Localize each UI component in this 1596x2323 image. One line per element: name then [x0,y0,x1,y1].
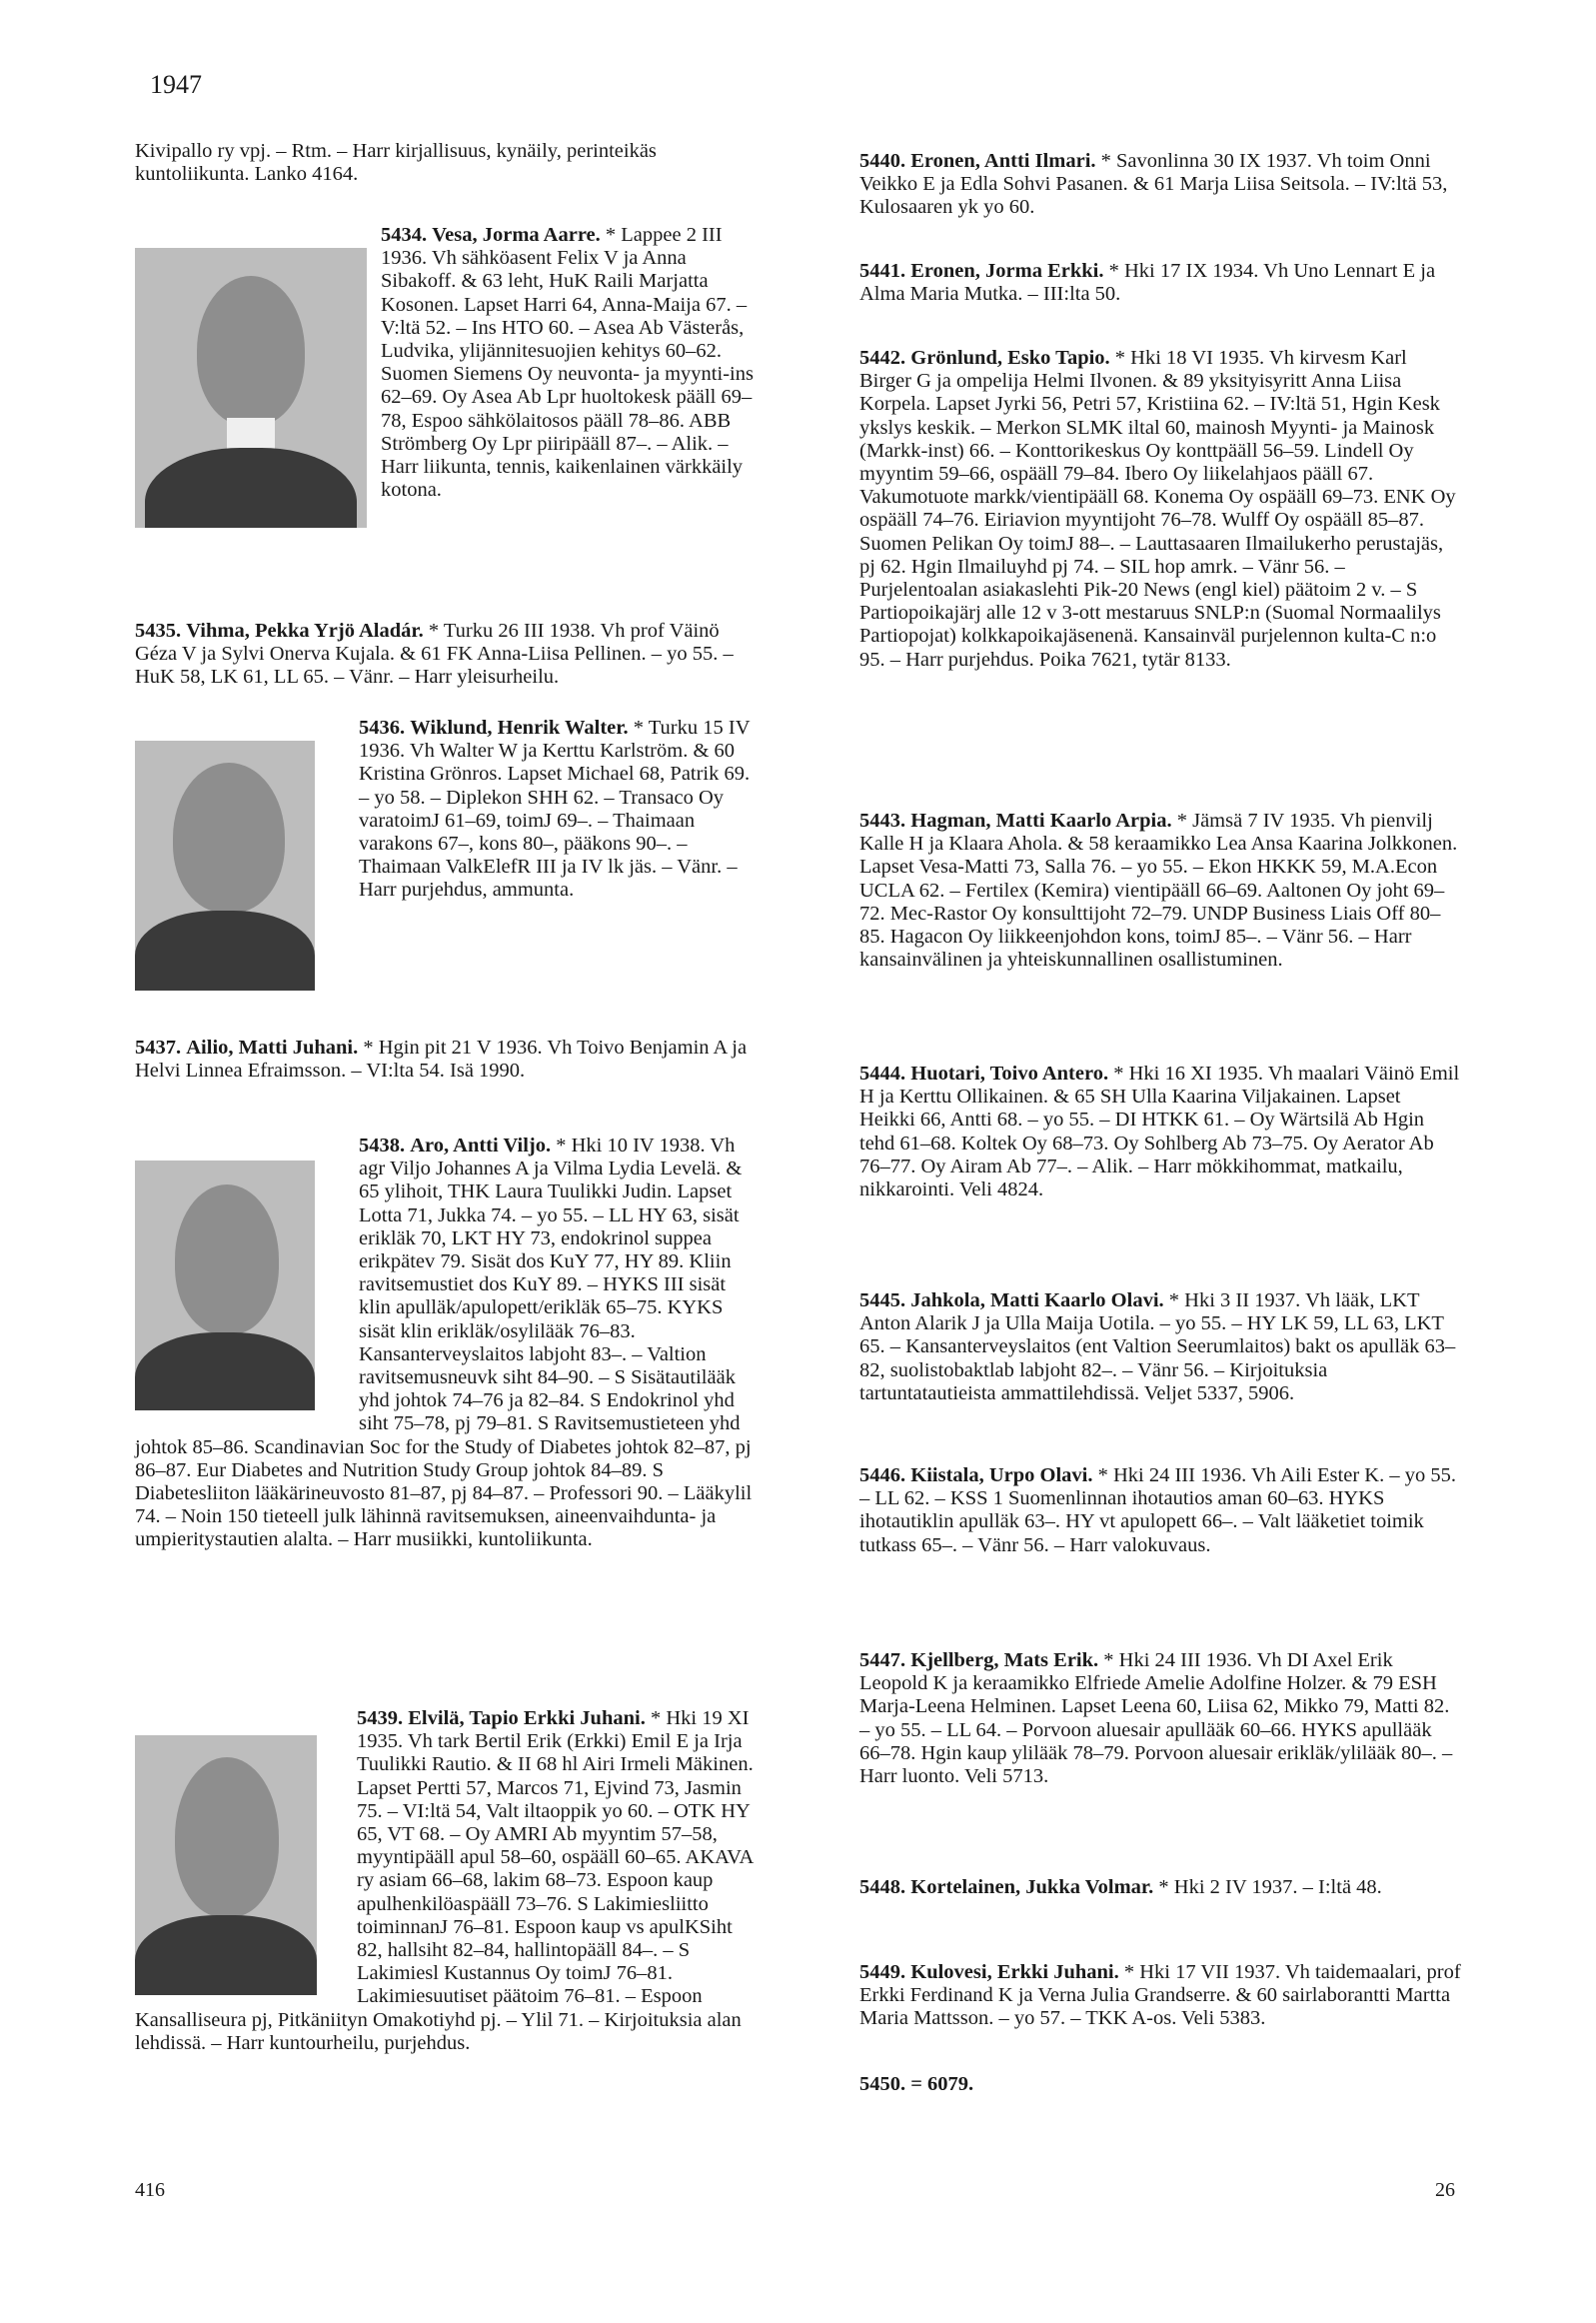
entry-name: Vesa, Jorma Aarre. [432,224,601,246]
entry-text: Kivipallo ry vpj. – Rtm. – Harr kirjallisuus, kynäily, perinteikäs kuntoliikunta. Lanko 4164. [135,140,657,186]
entry-text: * Hki 10 IV 1938. Vh agr Viljo Johannes A ja Vilma Lydia Levelä. & 65 ylihoit, THK Laura Tuulikki Judin. Lapset Lotta 71, Jukka 74. – yo 55. – LL HY 63, sisät erikläk 70, LKT HY 73, endokrinol suppea erikpätev 79. Sisät dos KuY 77, HY 89. Kliin ravitsemustiet dos KuY 89. – HYKS III sisät klin apulläk/apulopett/erikläk 65–75. KYKS sisät klin erikläk/osylilääk 76–83. Kansanterveyslaitos labjoht 83–. – Valtion ravitsemusneuvk siht 84–90. – S Sisätautilääk yhd johtok 74–76 ja 82–84. S Endokrinol yhd siht 75–78, pj 79–81. S Ravitsemustieteen yhd johtok 85–86. Scandinavian Soc for the Study of Diabetes johtok 82–87, pj 86–87. Eur Diabetes and Nutrition Study Group johtok 84–89. S Diabetesliiton lääkärineuvosto 81–87, pj 84–87. – Professori 90. – Lääkylil 74. – Noin 150 tieteell julk lähinnä ravitsemuksen, aineenvaihdunta- ja umpieritystautien alalta. – Harr musiikki, kuntoliikunta. [135,1135,753,1551]
entry-text: * Hki 2 IV 1937. – I:ltä 48. [1153,1876,1382,1898]
entry-number: 5446. [859,1464,906,1486]
entry-text: * Jämsä 7 IV 1935. Vh pienvilj Kalle H ja Klaara Ahola. & 58 keraamikko Lea Ansa Kaarina Jolkkonen. Lapset Vesa-Matti 73, Salla 76. – yo 55. – Ekon HKKK 59, M.A.Econ UCLA 62. – Fertilex (Kemira) vientipääll 66–69. Aaltonen Oy joht 69–72. Mec-Rastor Oy konsulttijoht 72–79. UNDP Business Liais Off 80–85. Hagacon Oy liikkeenjohdon kons, toimJ 85–. – Vänr 56. – Harr kansainvälinen ja yhteiskunnallinen osallistuminen. [859,810,1458,972]
portrait-photo [135,1735,317,1995]
entry-name: Hagman, Matti Kaarlo Arpia. [910,810,1172,832]
page-number-left: 416 [135,2179,165,2201]
entry-number: 5442. [859,347,906,369]
entry-number: 5436. [359,717,406,739]
entry-name: Aro, Antti Viljo. [410,1135,552,1157]
entry-name: Ailio, Matti Juhani. [186,1037,359,1059]
entry-text: * Savonlinna 30 IX 1937. Vh toim Onni Veikko E ja Edla Sohvi Pasanen. & 61 Marja Liisa Seitsola. – IV:ltä 53, Kulosaaren yk yo 60. [859,150,1448,219]
entry-number: 5439. [357,1707,404,1729]
entry-text: * Hki 17 IX 1934. Vh Uno Lennart E ja Alma Maria Mutka. – III:lta 50. [859,260,1436,306]
entry-5435 [135,620,761,690]
entry-5437 [135,1037,761,1083]
entry-number: 5434. [381,224,428,246]
entry-text: * Lappee 2 III 1936. Vh sähköasent Felix V ja Anna Sibakoff. & 63 leht, HuK Raili Marjatta Kosonen. Lapset Harri 64, Anna-Maija 67. – V:ltä 52. – Ins HTO 60. – Asea Ab Västerås, Ludvika, ylijännitesuojien kehitys 60–62. Suomen Siemens Oy neuvonta- ja myynti-ins 62–69. Oy Asea Ab Lpr huoltokesk pääll 69–78, Espoo sähkölaitosos pääll 78–86. ABB Strömberg Oy Lpr piiripääll 87–. – Alik. – Harr liikunta, tennis, kaikenlainen värkkäily kotona. [381,224,754,502]
entry-5450 [859,2073,1461,2096]
entry-name: Grönlund, Esko Tapio. [910,347,1110,369]
entry-name: Kulovesi, Erkki Juhani. [910,1961,1119,1983]
entry-number: 5435. [135,620,182,642]
entry-text: * Hki 16 XI 1935. Vh maalari Väinö Emil H ja Kerttu Ollikainen. & 65 SH Ulla Kaarina Viljakainen. Lapset Heikki 66, Antti 68. – yo 55. – DI HTKK 61. – Oy Wärtsilä Ab Hgin tehd 61–68. Koltek Oy 68–73. Oy Sohlberg Ab 73–75. Oy Aerator Ab 76–77. Oy Airam Ab 77–. – Alik. – Harr mökkihommat, matkailu, nikkarointi. Veli 4824. [859,1063,1460,1201]
entry-5439 [135,1707,761,2055]
portrait-photo [135,248,367,528]
entry-number: 5450. = 6079. [859,2073,974,2095]
entry-name: Kiistala, Urpo Olavi. [910,1464,1093,1486]
page-number-right: 26 [1435,2179,1455,2201]
entry-text: * Hki 17 VII 1937. Vh taidemaalari, prof Erkki Ferdinand K ja Verna Julia Grandserre. & 60 sairlaborantti Martta Maria Mattsson. – yo 57. – TKK A-os. Veli 5383. [859,1961,1461,2030]
entry-number: 5437. [135,1037,182,1059]
entry-name: Eronen, Jorma Erkki. [910,260,1104,282]
entry-name: Kortelainen, Jukka Volmar. [910,1876,1154,1898]
entry-5438 [135,1135,761,1552]
entry-number: 5449. [859,1961,906,1983]
entry-number: 5445. [859,1289,906,1311]
portrait-photo [135,1161,315,1410]
entry-name: Elvilä, Tapio Erkki Juhani. [408,1707,646,1729]
entry-name: Eronen, Antti Ilmari. [910,150,1096,172]
entry-text: * Hki 24 III 1936. Vh DI Axel Erik Leopold K ja keraamikko Elfriede Amelie Adolfine Holzer. & 79 ESH Marja-Leena Helminen. Lapset Leena 60, Liisa 62, Mikko 79, Matti 82. – yo 55. – LL 64. – Porvoon aluesair apullääk 60–66. HYKS apullääk 66–78. Hgin kaup ylilääk 78–79. Porvoon aluesair erikläk/ylilääk 80–. – Harr luonto. Veli 5713. [859,1649,1453,1788]
entry-name: Jahkola, Matti Kaarlo Olavi. [910,1289,1164,1311]
entry-number: 5443. [859,810,906,832]
entry-number: 5447. [859,1649,906,1671]
entry-5441 [859,260,1461,306]
entry-text: * Turku 15 IV 1936. Vh Walter W ja Kerttu Karlström. & 60 Kristina Grönros. Lapset Michael 68, Patrik 69. – yo 58. – Diplekon SHH 62. – Transaco Oy varatoimJ 61–69, toimJ 69–. – Thaimaan varakons 67–, kons 80–, pääkons 90–. – Thaimaan ValkElefR III ja IV lk jäs. – Vänr. – Harr purjehdus, ammunta. [359,717,751,902]
entry-number: 5438. [359,1135,406,1157]
entry-name: Wiklund, Henrik Walter. [410,717,629,739]
entry-5448 [859,1876,1461,1899]
portrait-photo [135,741,315,991]
entry-number: 5444. [859,1063,906,1085]
entry-name: Huotari, Toivo Antero. [910,1063,1109,1085]
entry-5445 [859,1289,1461,1405]
entry-5436 [135,717,761,995]
entry-text: * Hgin pit 21 V 1936. Vh Toivo Benjamin A ja Helvi Linnea Efraimsson. – VI:lta 54. Isä 1990. [135,1037,748,1083]
entry-name: Kjellberg, Mats Erik. [910,1649,1099,1671]
entry-5442 [859,347,1461,672]
entry-5444 [859,1063,1461,1201]
entry-5449 [859,1961,1461,2031]
entry-name: Vihma, Pekka Yrjö Aladár. [186,620,424,642]
entry-5447 [859,1649,1461,1788]
entry-text: * Turku 26 III 1938. Vh prof Väinö Géza V ja Sylvi Onerva Kujala. & 61 FK Anna-Liisa Pellinen. – yo 55. – HuK 58, LK 61, LL 65. – Vänr. – Harr yleisurheilu. [135,620,734,689]
entry-continuation [135,140,761,186]
entry-text: * Hki 3 II 1937. Vh lääk, LKT Anton Alarik J ja Ulla Maija Uotila. – yo 55. – HY LK 59, LL 63, LKT 65. – Kansanterveyslaitos (ent Valtion Seerumlaitos) bakt os apulläk 63–82, suolistobaktlab labjoht 82–. – Vänr 56. – Kirjoituksia tartuntatautieista ammattilehdissä. Veljet 5337, 5906. [859,1289,1456,1404]
entry-number: 5448. [859,1876,906,1898]
page-year: 1947 [150,70,202,99]
entry-5440 [859,150,1461,220]
entry-5434 [135,224,761,532]
entry-text: * Hki 24 III 1936. Vh Aili Ester K. – yo 55. – LL 62. – KSS 1 Suomenlinnan ihotautios aman 60–63. HYKS ihotautiklin apulläk 63–. HY vt apulopett 66–. – Valt lääketiet toimik tutkass 65–. – Vänr 56. – Harr valokuvaus. [859,1464,1456,1556]
entry-5446 [859,1464,1461,1557]
entry-5443 [859,810,1461,972]
entry-number: 5440. [859,150,906,172]
entry-text: * Hki 18 VI 1935. Vh kirvesm Karl Birger G ja ompelija Helmi Ilvonen. & 89 yksityisyritt Anna Liisa Korpela. Lapset Jyrki 56, Petri 57, Kristiina 62. – IV:ltä 51, Hgin Kesk ykslys keskik. – Merkon SLMK iltal 60, mainosh Myynti- ja Mainosk (Markk-inst) 66. – Konttorikeskus Oy konttpääll 56–59. Lindell Oy myyntim 59–66, ospääll 79–84. Ibero Oy liikelahjaos pääll 67. Vakumotuote markk/vientipääll 68. Konema Oy ospääll 69–73. ENK Oy ospääll 74–76. Eiriavion myyntijoht 76–78. Wulff Oy ospääll 85–87. Suomen Pelikan Oy toimJ 88–. – Lauttasaaren Ilmailukerho perustajäs, pj 62. Hgin Ilmailuyhd pj 74. – SIL hop amrk. – Vänr 56. – Purjelentoalan asiakaslehti Pik-20 News (engl kiel) päätoim 2 v. – S Partiopoikajärj alle 12 v 3-ott mestaruus SNLP:n (Suomal Normaalilys Partiopojat) kolkkapoikajäsenenä. Kansainväl purjelennon kulta-C n:o 95. – Harr purjehdus. Poika 7621, tytär 8133. [859,347,1456,671]
entry-text: * Hki 19 XI 1935. Vh tark Bertil Erik (Erkki) Emil E ja Irja Tuulikki Rautio. & II 68 hl Airi Irmeli Mäkinen. Lapset Pertti 57, Marcos 71, Ejvind 73, Jasmin 75. – VI:ltä 54, Valt iltaoppik yo 60. – OTK HY 65, VT 68. – Oy AMRI Ab myyntim 57–58, myyntipääll apul 58–60, ospääll 60–65. AKAVA ry asiam 66–68, lakim 68–73. Espoon kaup apulhenkilöaspääll 73–76. S Lakimiesliitto toiminnanJ 76–81. Espoon kaup vs apulKSiht 82, hallsiht 82–84, hallintopääll 84–. – S Lakimiesl Kustannus Oy toimJ 76–81. Lakimiesuutiset päätoim 76–81. – Espoon Kansalliseura pj, Pitkäniityn Omakotiyhd pj. – Ylil 71. – Kirjoituksia alan lehdissä. – Harr kuntourheilu, purjehdus. [135,1707,754,2054]
entry-number: 5441. [859,260,906,282]
